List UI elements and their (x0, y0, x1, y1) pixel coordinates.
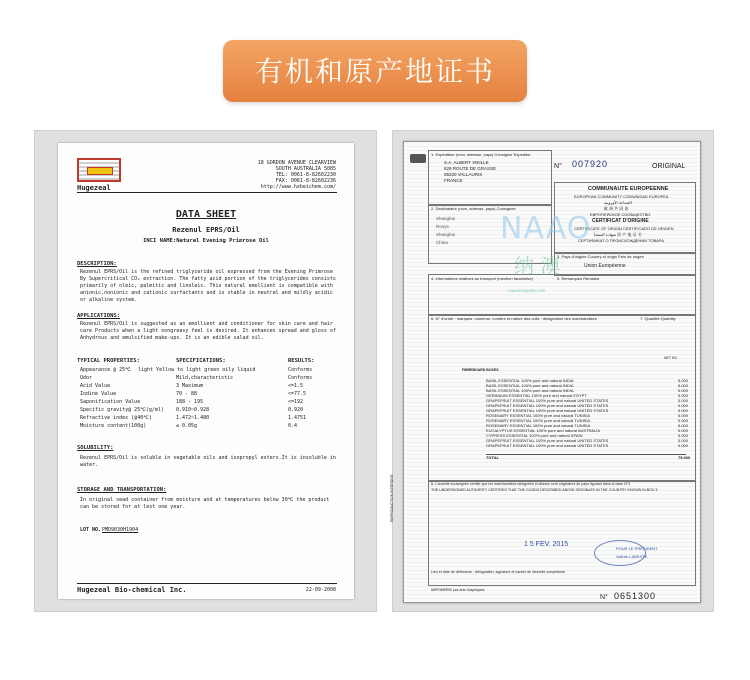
official-stamp-icon (594, 540, 646, 566)
inci-name: INCI NAME:Natural Evening Primrose Oil (143, 238, 269, 244)
applications-heading: APPLICATIONS: (77, 313, 121, 319)
property-spec: Mild,characteristic (176, 375, 234, 381)
hugezeal-logo-icon (77, 158, 121, 182)
goods-qty: 5.000 (678, 443, 689, 448)
property-name: Moisture content(100g) (80, 423, 147, 429)
exporter-line: 629 ROUTE DE GRASSE (444, 166, 497, 171)
remarks-label: 5. Remarques Remarks (557, 276, 600, 281)
stamp-date: 1 5 FEV. 2015 (524, 541, 569, 548)
origin-value: Union Européenne (584, 263, 626, 269)
property-result: 1.4751 (288, 415, 307, 421)
property-spec: ≤ 0.05g (176, 423, 198, 429)
ce-line: 歐 洲 共 同 体 (604, 206, 629, 211)
consignee-line: Shanghai (436, 216, 456, 221)
total-label: TOTAL (486, 455, 499, 460)
header-divider (77, 192, 337, 193)
lot-value: PMD9030H1904 (102, 527, 139, 533)
sequence-number: 0651300 (614, 591, 657, 601)
exporter-line: S.A. ALBERT VIEILLE (444, 160, 489, 165)
section-banner (223, 40, 527, 102)
property-name: Iodine Value (80, 391, 117, 397)
storage-text: In original sead container from moisture and at temperatures below 30℃ the product can be stored for at lest one year. (80, 497, 330, 510)
ce-line: الجماعة الأوروبية (604, 200, 632, 205)
ce-line: EUROPEAN COMMUNITY COMUNIDAD EUROPEA (574, 194, 669, 199)
goods-desc: ROSEMARY ESSENTIAL 100% pure and natural TUNISIA (486, 413, 591, 418)
goods-qty: 5.000 (678, 438, 689, 443)
table-row (80, 383, 340, 391)
lot-label: LOT NO. (80, 527, 102, 533)
table-row (80, 423, 340, 431)
ce-line: ЕВРОПЕЙСКОЕ СООБЩЕСТВО (590, 212, 651, 217)
seal-icon (410, 154, 426, 163)
consignee-line: China (436, 240, 448, 245)
table-row (80, 367, 340, 375)
solubility-text: Rezenul EPRS/Oil is soluble in vegetable oils and isopropyl esters.It is insoluble in water. (80, 455, 336, 468)
goods-desc: BASIL ESSENTIAL 100% pure and natural INDIA (486, 383, 574, 388)
goods-desc: ROSEMARY ESSENTIAL 100% pure and natural TUNISIA (486, 423, 591, 428)
place-label: Lieu et date de délivrance ; désignation, signature et cachet de l'autorité compétente (431, 570, 566, 574)
goods-label: 6. N° d'ordre ; marques, numéros, nombre et nature des colis ; désignation des marchandises (431, 316, 597, 321)
data-sheet-frame[interactable] (34, 130, 377, 612)
certificate-document (390, 141, 701, 603)
goods-desc: GRAPEFRUIT ESSENTIAL 100% pure and natural UNITED STATES (486, 403, 609, 408)
address-line: http://www.hzbeichem.com/ (260, 184, 336, 190)
goods-qty: 5.000 (678, 408, 689, 413)
storage-heading: STORAGE AND TRANSPORTATION: (77, 487, 167, 493)
goods-total-row (486, 454, 691, 460)
property-result: Conforms (288, 375, 313, 381)
header-specifications: SPECIFICATIONS: (176, 358, 226, 364)
footer-date: 22-09-2008 (305, 587, 336, 593)
property-spec: 70 - 88 (176, 391, 198, 397)
origin-label: 3. Pays d'origine Country of origin País de origen (557, 254, 644, 259)
ce-line: СЕРТИФИКАТ О ПРОИСХОЖДЕНИИ ТОВАРА (578, 238, 664, 243)
boxes-label: FIBREBOARD BOXES (462, 368, 499, 372)
property-spec: light Yellow to light green oily liquid (138, 367, 256, 373)
document-title: DATA SHEET (175, 209, 237, 220)
goods-desc: GRAPEFRUIT ESSENTIAL 100% pure and natural UNITED STATES (486, 438, 609, 443)
banner-title: 有机和原产地证书 (254, 55, 495, 88)
table-row (80, 407, 340, 415)
property-result: <=192 (288, 399, 304, 405)
certificate-number: 007920 (572, 159, 609, 169)
goods-desc: CYPRESS ESSENTIAL 100% pure and natural SPAIN (486, 433, 583, 438)
goods-desc: EUCALYPTUS ESSENTIAL 100% pure and natural AUSTRALIA (486, 428, 601, 433)
property-name: Refractive index (@40℃) (80, 415, 152, 421)
property-spec: 3 Maximum (176, 383, 204, 389)
goods-qty: 5.000 (678, 423, 689, 428)
naao-watermark-sub: naaolongevity.com (508, 288, 546, 293)
authority-en: THE UNDERSIGNED AUTHORITY CERTIFIES THAT THE GOODS DESCRIBED ABOVE ORIGINATE IN THE COUNTRY SHOWN IN BOX 3 (431, 488, 658, 492)
goods-qty: 5.000 (678, 378, 689, 383)
consignee-label: 2. Destinataire (nom, adresse, pays) Consignee (431, 206, 516, 211)
goods-desc: GRAPEFRUIT ESSENTIAL 100% pure and natural UNITED STATES (486, 443, 609, 448)
address-line: SOUTH AUSTRALIA 5085 (275, 166, 336, 172)
table-row (80, 415, 340, 423)
property-result: 0.920 (288, 407, 304, 413)
exporter-line: FRANCE (444, 178, 463, 183)
printer-label: IMPRIMERIE Les Arts Graphiques (431, 588, 485, 592)
description-heading: DESCRIPTION: (77, 261, 117, 267)
logo-text: Hugezeal (77, 184, 111, 192)
goods-qty: 5.000 (678, 388, 689, 393)
header-results: RESULTS: (288, 358, 315, 364)
certificate-frame[interactable] (392, 130, 714, 612)
vertical-notice: REPRODUCTION INTERDITE (390, 474, 394, 522)
property-name: Specific gravity@ 25℃(g/ml) (80, 407, 164, 413)
property-name: Odor (80, 375, 93, 381)
address-line: FAX: 0061-8-82602236 (275, 178, 336, 184)
ce-title: COMMUNAUTE EUROPEENNE (588, 186, 669, 192)
property-name: Acid Value (80, 383, 111, 389)
solubility-heading: SOLUBILITY: (77, 445, 114, 451)
sequence-label: N° (600, 594, 608, 601)
goods-desc: BASIL ESSENTIAL 100% pure and natural INDIA (486, 378, 574, 383)
property-result: <=77.5 (288, 391, 307, 397)
applications-text: Rezenul EPRS/Oil is suggested as an emollient and conditioner for skin care and hair care Products when a light nongreasy feel is desired. It enhances spread and gloss of Anhydrous and emulsified make-ups. It is an edible salad oil. (80, 321, 336, 341)
signer-name: Valérie LABESTE (616, 554, 648, 559)
product-name: Rezenul EPRS/Oil (172, 226, 240, 234)
quantity-label: 7. Quantité Quantity (640, 316, 676, 321)
transport-label: 4. Informations relatives au transport (mention facultative) (431, 276, 534, 281)
property-name: Saponification Value (80, 399, 141, 405)
goods-qty: 5.000 (678, 433, 689, 438)
naao-watermark-cn: 纳 澳 (514, 254, 561, 278)
goods-qty: 5.000 (678, 428, 689, 433)
header-properties: TYPICAL PROPERTIES: (77, 358, 140, 364)
goods-qty: 5.000 (678, 413, 689, 418)
goods-desc: BASIL ESSENTIAL 100% pure and natural INDIA (486, 388, 574, 393)
number-label: N° (554, 163, 562, 170)
original-label: ORIGINAL (652, 163, 686, 170)
property-spec: 0.910~0.928 (176, 407, 210, 413)
authority-label: 8. L'autorité soussignée certifie que les marchandises désignées ci-dessus sont originaires du pays figurant dans la case N°3 (431, 482, 631, 486)
property-name: Appearance @ 25℃ (80, 367, 131, 373)
table-row (80, 399, 340, 407)
ce-line: CERTIFICAT D'ORIGINE (592, 218, 649, 224)
table-row (80, 375, 340, 383)
exporter-label: 1. Expéditeur (nom, adresse, pays) Consignor Expeditor (431, 152, 531, 157)
goods-desc: GRAPEFRUIT ESSENTIAL 100% pure and natural UNITED STATES (486, 398, 609, 403)
footer-divider (77, 583, 337, 584)
table-row (80, 391, 340, 399)
address-line: 18 GORDON AVENUE CLEARVIEW (257, 160, 336, 166)
footer-company: Hugezeal Bio-chemical Inc. (77, 586, 187, 594)
address-line: TEL: 0061-8-82602230 (275, 172, 336, 178)
property-result: Conforms (288, 367, 313, 373)
net-label: NET KG (664, 356, 677, 360)
goods-qty: 5.000 (678, 418, 689, 423)
president-label: POUR LE PRÉSIDENT (616, 546, 658, 551)
goods-row (486, 443, 689, 448)
goods-desc: GERANIUM ESSENTIAL 100% pure and natural EGYPT (486, 393, 587, 398)
exporter-line: 06220 VALLAURIS (444, 172, 483, 177)
goods-qty: 5.000 (678, 398, 689, 403)
data-sheet-document (58, 143, 354, 599)
property-result: 0.4 (288, 423, 298, 429)
properties-header-row (77, 358, 340, 366)
property-result: <=1.5 (288, 383, 304, 389)
goods-qty: 5.000 (678, 393, 689, 398)
ce-line: شهادة المنشأ 原 产 地 证 书 (594, 232, 642, 237)
consignee-line: Shanghai (436, 232, 456, 237)
description-text: Rezenul EPRS/Oil is the refined triglyceride oil expressed from the Evening Primrose By Supercritical CO₂ extraction. The fatty acid portion of the triglycerides consists primarily of oleic, palmitic and linoleic. This natural emollient is compatible with anionic,nonionic and cationic surfactants and is stable in neutral and mildly acidic or alkaline system. (80, 269, 336, 303)
property-spec: 1.472~1.480 (176, 415, 210, 421)
consignee-line: Rooys (436, 224, 449, 229)
goods-desc: GRAPEFRUIT ESSENTIAL 100% pure and natural UNITED STATES (486, 408, 609, 413)
goods-desc: ROSEMARY ESSENTIAL 100% pure and natural TUNISIA (486, 418, 591, 423)
ce-line: CERTIFICATE OF ORIGIN CERTIFICADO DE ORIGEN (574, 226, 674, 231)
goods-qty: 5.000 (678, 403, 689, 408)
property-spec: 188 - 195 (176, 399, 204, 405)
goods-qty: 5.000 (678, 383, 689, 388)
total-value: 75.000 (678, 455, 691, 460)
naao-watermark: NAAO (500, 211, 592, 246)
